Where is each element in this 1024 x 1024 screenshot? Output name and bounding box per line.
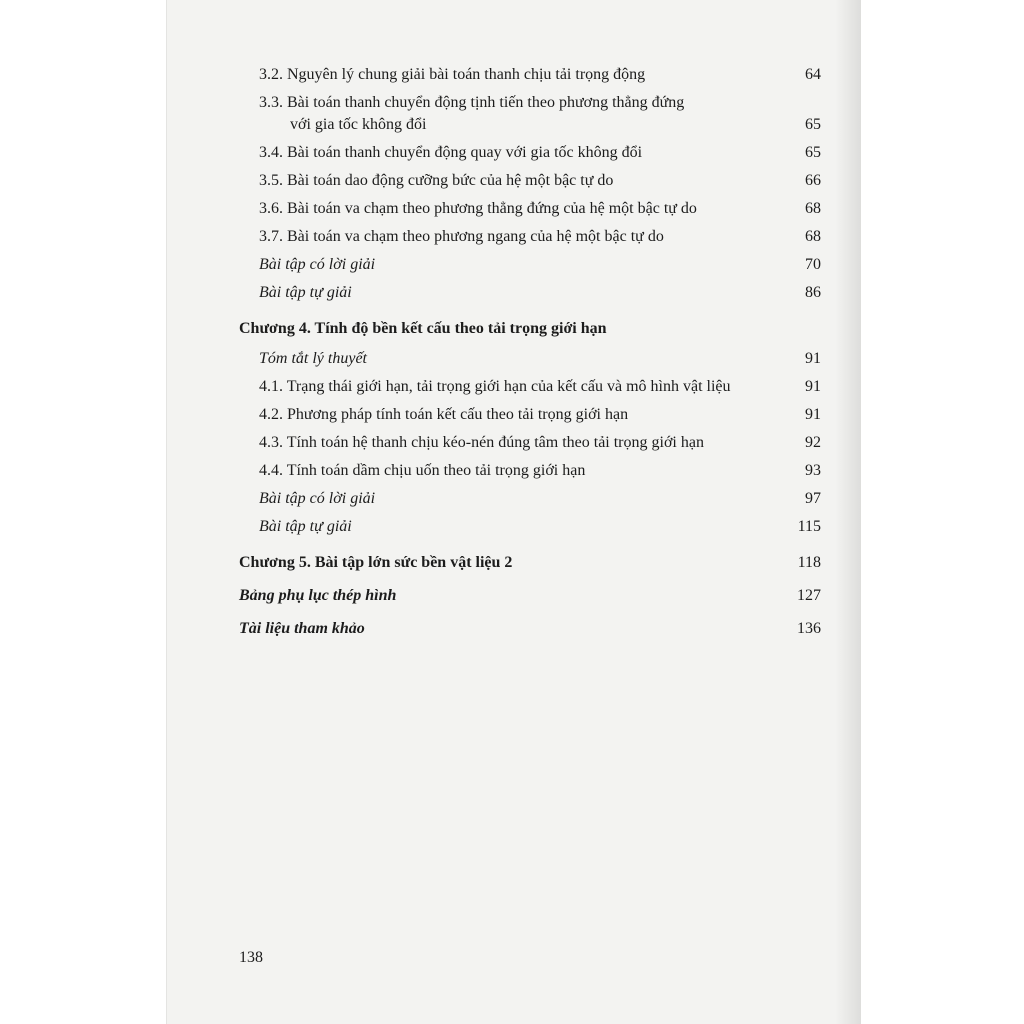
toc-entry-ch3-solved-page: 70 [805, 256, 821, 273]
toc-entry-3-7-title: 3.7. Bài toán va chạm theo phương ngang của hệ một bậc tự do [259, 228, 664, 245]
toc-references-page: 136 [797, 620, 821, 637]
toc-entry-4-1-page: 91 [805, 378, 821, 395]
toc-entry-3-3-page: 65 [805, 116, 821, 133]
toc-entry-ch4-summary-page: 91 [805, 350, 821, 367]
toc-entry-4-4-page: 93 [805, 462, 821, 479]
table-of-contents [167, 0, 861, 1024]
toc-chapter-4-heading: Chương 4. Tính độ bền kết cấu theo tải trọng giới hạn [239, 320, 607, 337]
toc-entry-3-7-page: 68 [805, 228, 821, 245]
toc-chapter-5-heading: Chương 5. Bài tập lớn sức bền vật liệu 2 [239, 554, 513, 571]
toc-entry-4-3-page: 92 [805, 434, 821, 451]
toc-entry-4-2-page: 91 [805, 406, 821, 423]
toc-entry-4-3-title: 4.3. Tính toán hệ thanh chịu kéo-nén đúng tâm theo tải trọng giới hạn [259, 434, 704, 451]
toc-chapter-5-page: 118 [797, 554, 821, 571]
toc-entry-3-5-title: 3.5. Bài toán dao động cưỡng bức của hệ một bậc tự do [259, 172, 614, 189]
toc-entry-3-5-page: 66 [805, 172, 821, 189]
toc-entry-ch3-solved-title: Bài tập có lời giải [259, 256, 376, 273]
toc-entry-3-2-page: 64 [805, 66, 821, 83]
toc-entry-ch4-solved-page: 97 [805, 490, 821, 507]
toc-entry-3-3-title-line1: 3.3. Bài toán thanh chuyển động tịnh tiến theo phương thẳng đứng [259, 94, 685, 111]
toc-entry-3-6-page: 68 [805, 200, 821, 217]
toc-entry-ch3-self-page: 86 [805, 284, 821, 301]
toc-appendix-page: 127 [797, 587, 821, 604]
toc-entry-3-3-title-line2: với gia tốc không đổi [290, 116, 427, 133]
toc-entry-4-2-title: 4.2. Phương pháp tính toán kết cấu theo tải trọng giới hạn [259, 406, 629, 423]
toc-entry-ch4-self-page: 115 [797, 518, 821, 535]
toc-entry-ch3-self-title: Bài tập tự giải [259, 284, 352, 301]
toc-appendix-heading: Bảng phụ lục thép hình [239, 587, 397, 604]
toc-entry-ch4-summary-title: Tóm tắt lý thuyết [259, 350, 367, 367]
toc-entry-ch4-self-title: Bài tập tự giải [259, 518, 352, 535]
toc-entry-3-6-title: 3.6. Bài toán va chạm theo phương thẳng đứng của hệ một bậc tự do [259, 200, 697, 217]
toc-entry-4-4-title: 4.4. Tính toán dầm chịu uốn theo tải trọng giới hạn [259, 462, 586, 479]
toc-references-heading: Tài liệu tham khảo [239, 620, 365, 637]
page-number: 138 [239, 949, 263, 966]
toc-entry-3-4-page: 65 [805, 144, 821, 161]
toc-entry-ch4-solved-title: Bài tập có lời giải [259, 490, 376, 507]
toc-entry-4-1-title: 4.1. Trạng thái giới hạn, tải trọng giới hạn của kết cấu và mô hình vật liệu [259, 378, 731, 395]
toc-entry-3-4-title: 3.4. Bài toán thanh chuyển động quay với gia tốc không đổi [259, 144, 643, 161]
toc-entry-3-2-title: 3.2. Nguyên lý chung giải bài toán thanh chịu tải trọng động [259, 66, 646, 83]
book-page [166, 0, 861, 1024]
